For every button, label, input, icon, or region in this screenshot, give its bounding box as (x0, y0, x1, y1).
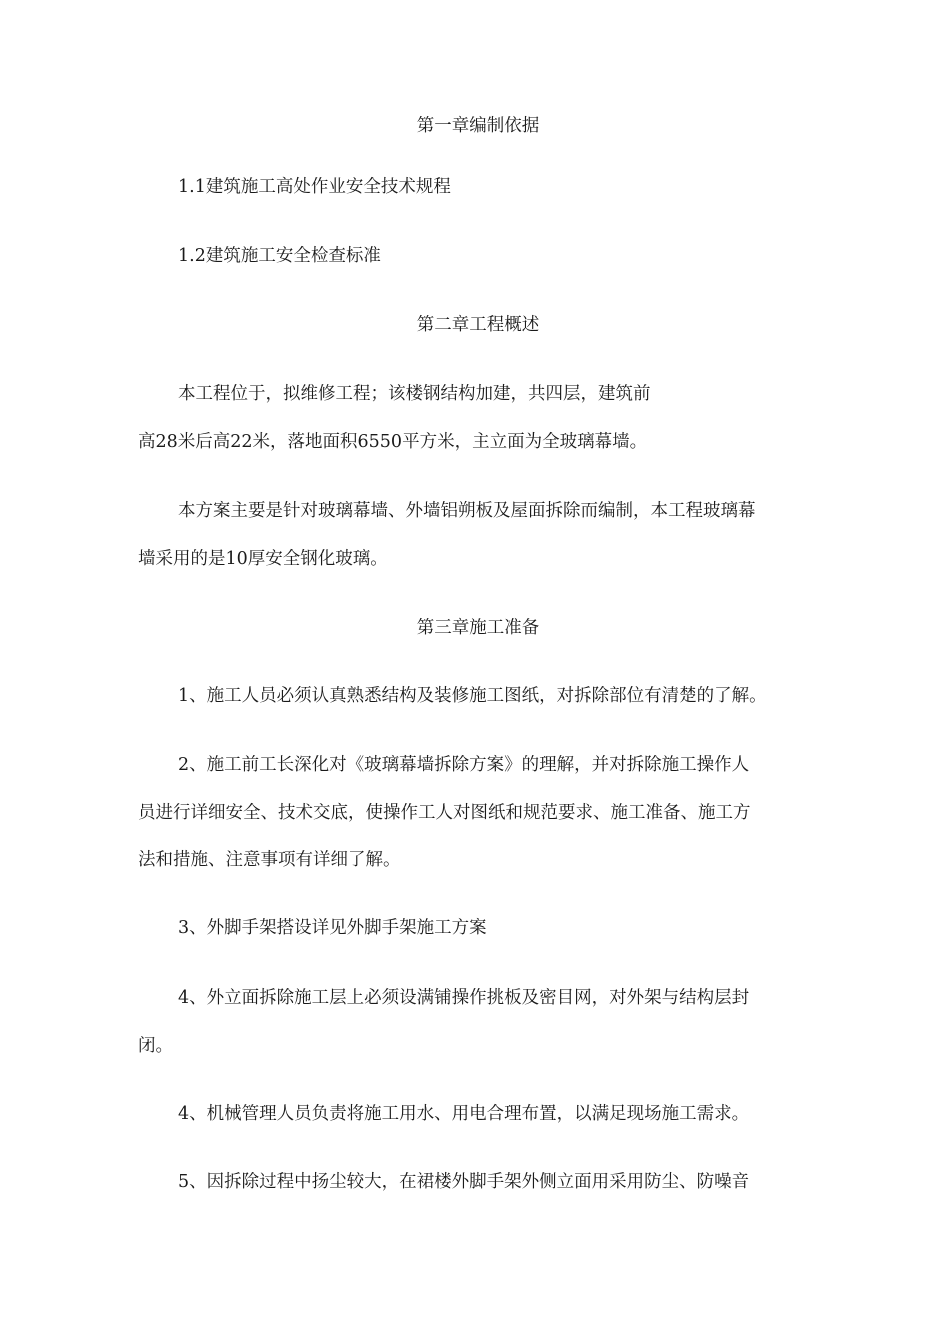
chapter3-item-4-line-1: 4、外立面拆除施工层上必须设满铺操作挑板及密目网，对外架与结构层封 (178, 988, 750, 1008)
chapter1-title: 第一章编制依据 (416, 116, 540, 136)
chapter3-item-1: 1、施工人员必须认真熟悉结构及装修施工图纸，对拆除部位有清楚的了解。 (178, 686, 767, 706)
chapter3-item-3: 3、外脚手架搭设详见外脚手架施工方案 (178, 918, 487, 938)
chapter3-item-4-line-2: 闭。 (138, 1036, 173, 1056)
chapter2-paragraph-2-line-1: 本方案主要是针对玻璃幕墙、外墙铝朔板及屋面拆除而编制，本工程玻璃幕 (178, 501, 756, 521)
chapter3-item-2-line-1: 2、施工前工长深化对《玻璃幕墙拆除方案》的理解，并对拆除施工操作人 (178, 755, 750, 775)
chapter1-item-2: 1.2建筑施工安全检查标准 (178, 246, 381, 266)
chapter2-paragraph-2-line-2: 墙采用的是10厚安全钢化玻璃。 (138, 549, 388, 569)
chapter3-item-2-line-2: 员进行详细安全、技术交底，使操作工人对图纸和规范要求、施工准备、施工方 (138, 803, 751, 823)
chapter2-title: 第二章工程概述 (416, 315, 540, 335)
chapter3-item-5-line-1: 5、因拆除过程中扬尘较大，在裙楼外脚手架外侧立面用采用防尘、防噪音 (178, 1172, 750, 1192)
chapter3-title: 第三章施工准备 (416, 618, 540, 638)
chapter2-paragraph-1-line-1: 本工程位于，拟维修工程；该楼钢结构加建，共四层，建筑前 (178, 384, 651, 404)
chapter3-item-2-line-3: 法和措施、注意事项有详细了解。 (138, 850, 401, 870)
chapter3-item-4b: 4、机械管理人员负责将施工用水、用电合理布置，以满足现场施工需求。 (178, 1104, 750, 1124)
chapter2-paragraph-1-line-2: 高28米后高22米，落地面积6550平方米，主立面为全玻璃幕墙。 (138, 432, 648, 452)
chapter1-item-1: 1.1建筑施工高处作业安全技术规程 (178, 177, 451, 197)
